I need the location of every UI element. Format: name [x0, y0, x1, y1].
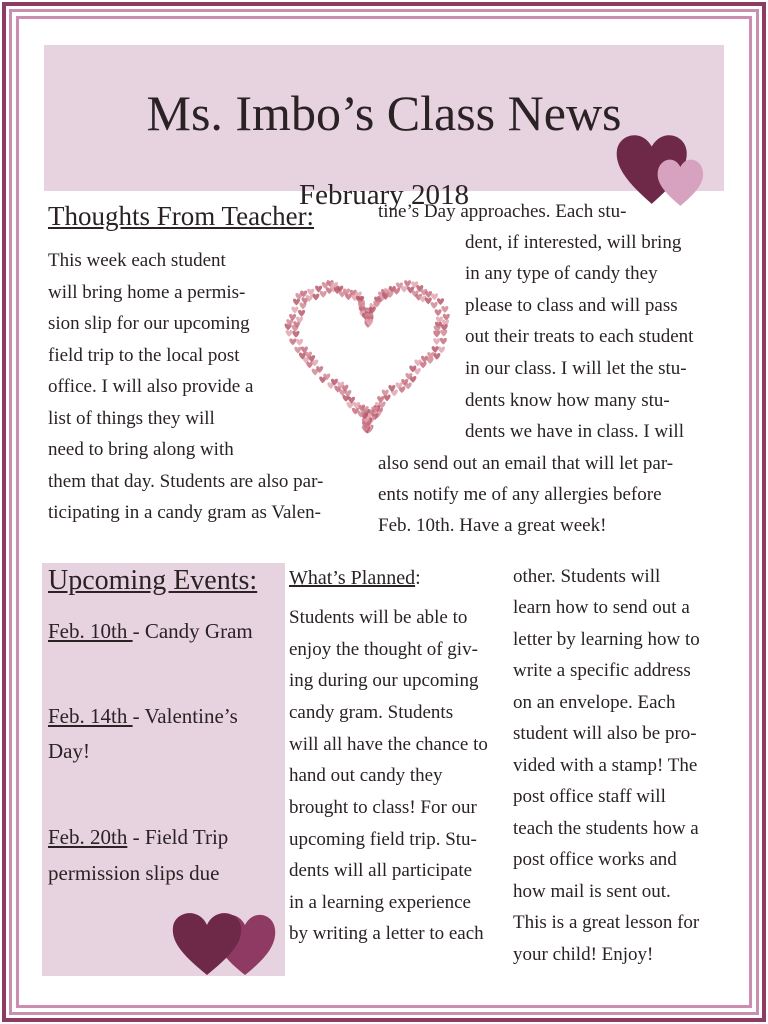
planned-heading-text: What’s Planned	[289, 567, 416, 589]
planned-line: will all have the chance to	[289, 734, 488, 755]
thoughts-line: ticipating in a candy gram as Valen-	[48, 502, 321, 523]
planned-line: letter by learning how to	[513, 629, 700, 650]
event-text: Field Trip	[144, 825, 229, 849]
planned-line: your child! Enjoy!	[513, 944, 654, 965]
thoughts-line: need to bring along with	[48, 439, 234, 460]
event-separator: -	[132, 619, 145, 643]
event-text-continued: Day!	[48, 739, 90, 763]
thoughts-line: sion slip for our upcoming	[48, 313, 250, 334]
thoughts-line: dent, if interested, will bring	[465, 232, 682, 253]
event-text: Valentine’s	[144, 704, 238, 728]
thoughts-line: This week each student	[48, 250, 226, 271]
thoughts-line: Feb. 10th. Have a great week!	[378, 515, 607, 536]
thoughts-line: them that day. Students are also par-	[48, 471, 324, 492]
planned-line: by writing a letter to each	[289, 923, 484, 944]
thoughts-line: out their treats to each student	[465, 326, 694, 347]
event-item	[48, 825, 228, 849]
planned-line: upcoming field trip. Stu-	[289, 829, 477, 850]
thoughts-line: field trip to the local post	[48, 345, 240, 366]
event-separator: -	[132, 704, 145, 728]
planned-line: ing during our upcoming	[289, 670, 479, 691]
planned-line: This is a great lesson for	[513, 912, 700, 933]
event-separator: -	[127, 825, 145, 849]
planned-line: learn how to send out a	[513, 597, 690, 618]
event-item	[48, 619, 253, 643]
thoughts-line: list of things they will	[48, 408, 215, 429]
newsletter-date: February 2018	[299, 179, 469, 211]
event-date: Feb. 20th	[48, 825, 128, 849]
thoughts-heading: Thoughts From Teacher:	[48, 201, 315, 231]
planned-heading-colon: :	[415, 567, 421, 589]
thoughts-line: tine’s Day approaches. Each stu-	[378, 201, 627, 222]
planned-line: hand out candy they	[289, 765, 443, 786]
planned-line: brought to class! For our	[289, 797, 477, 818]
planned-line: how mail is sent out.	[513, 881, 671, 902]
heart-pair-icon	[612, 124, 716, 210]
event-text: Candy Gram	[144, 619, 253, 643]
thoughts-line: ents notify me of any allergies before	[378, 484, 662, 505]
planned-line: write a specific address	[513, 660, 691, 681]
planned-line: dents will all participate	[289, 860, 473, 881]
planned-line: student will also be pro-	[513, 723, 697, 744]
thoughts-line: office. I will also provide a	[48, 376, 254, 397]
event-text-continued: permission slips due	[48, 861, 220, 885]
planned-line: post office staff will	[513, 786, 666, 807]
planned-heading	[289, 567, 421, 589]
events-heading: Upcoming Events:	[48, 565, 258, 596]
thoughts-line: please to class and will pass	[465, 295, 678, 316]
dotted-heart-outline	[282, 262, 454, 436]
planned-line: Students will be able to	[289, 607, 468, 628]
thoughts-line: will bring home a permis-	[48, 282, 246, 303]
thoughts-line: dents we have in class. I will	[465, 421, 684, 442]
planned-line: vided with a stamp! The	[513, 755, 698, 776]
planned-line: teach the students how a	[513, 818, 699, 839]
thoughts-line: also send out an email that will let par-	[378, 453, 674, 474]
planned-line: in a learning experience	[289, 892, 471, 913]
thoughts-line: in any type of candy they	[465, 263, 658, 284]
event-item	[48, 704, 238, 728]
planned-line: other. Students will	[513, 566, 661, 587]
thoughts-line: dents know how many stu-	[465, 390, 670, 411]
planned-line: post office works and	[513, 849, 677, 870]
planned-line: enjoy the thought of giv-	[289, 639, 478, 660]
planned-line: on an envelope. Each	[513, 692, 676, 713]
thoughts-line: in our class. I will let the stu-	[465, 358, 687, 379]
event-date: Feb. 14th	[48, 704, 133, 728]
planned-line: candy gram. Students	[289, 702, 454, 723]
newsletter-title: Ms. Imbo’s Class News	[146, 85, 622, 141]
event-date: Feb. 10th	[48, 619, 133, 643]
heart-pair-icon	[164, 891, 286, 979]
